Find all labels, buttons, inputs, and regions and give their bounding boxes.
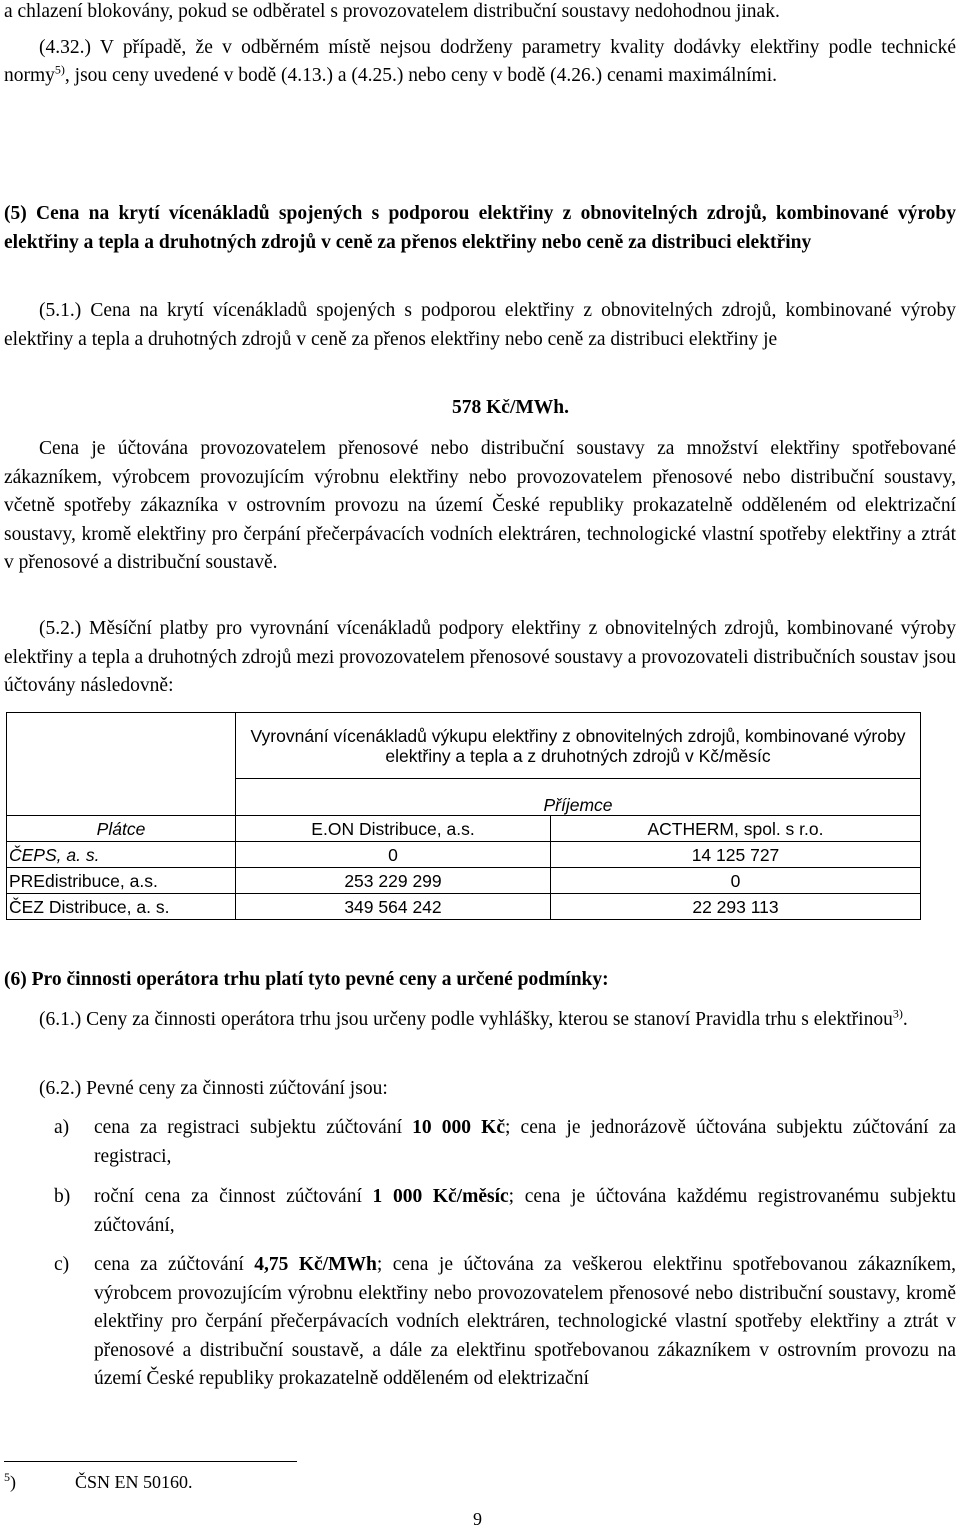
footnote-number-paren: ) (10, 1472, 16, 1492)
section-6-heading: (6) Pro činnosti operátora trhu platí tyto pevné ceny a určené podmínky: (4, 969, 609, 990)
paragraph-cena-uctovani: Cena je účtována provozovatelem přenosové nebo distribuční soustavy za množství elektřiny spotřebované zákazníkem, výrobcem provozujícím výrobnu elektřiny nebo provozovatelem přenosové nebo distribuční soustavy, včetně spotřeby zákazníka v ostrovním provozu na území České republiky prokazatelně odděleném od elektrizační soustavy, kromě elektřiny pro čerpání přečerpávacích vodních elektráren, technologické vlastní spotřeby elektřiny a ztrát v přenosové a distribuční soustavě. (4, 438, 956, 573)
list-item-price: 4,75 Kč/MWh (254, 1254, 377, 1275)
list-item-text-a: cena za zúčtování (94, 1254, 255, 1275)
list-item-price: 10 000 Kč (412, 1117, 505, 1138)
paragraph-4-32-text-a: (4.32.) V případě, že v odběrném místě nejsou dodrženy parametry kvality dodávky elektřiny podle technické normy (4, 36, 956, 86)
table-empty-corner (7, 713, 236, 816)
list-item-price: 1 000 Kč/měsíc (372, 1186, 509, 1207)
list-item (4, 1114, 956, 1171)
list-item-text-a: cena za registraci subjektu zúčtování (94, 1117, 413, 1138)
table-row (7, 842, 921, 868)
list-item (4, 1251, 956, 1394)
list-marker: a) (54, 1117, 70, 1138)
section-5-heading: (5) Cena na krytí vícenákladů spojených s podporou elektřiny z obnovitelných zdrojů, kombinované výroby elektřiny a tepla a druhotných zdrojů v ceně za přenos elektřiny nebo ceně za distribuci elektřiny (4, 203, 956, 253)
list-item-text-b: ; cena je účtována za veškerou elektřinu spotřebovanou zákazníkem, výrobcem provozujícím výrobnu elektřiny nebo provozovatelem přenosové nebo distribuční soustavy, kromě elektřiny pro čerpání přečerpávacích vodních elektráren, technologické vlastní spotřeby elektřiny a ztrát v přenosové a distribuční soustavě, a dále za elektřinu spotřebovanou zákazníkem v ostrovním provozu na území České republiky prokazatelně odděleném od elektrizační (94, 1254, 956, 1389)
footnote-number-sup: 5 (4, 1470, 10, 1484)
table-value-cell: 349 564 242 (236, 894, 551, 920)
table-payer-cell: ČEPS, a. s. (7, 842, 236, 868)
table-recipient-label: Příjemce (236, 779, 921, 816)
list-item-text (94, 1183, 956, 1240)
paragraph-4-32-text-b: , jsou ceny uvedené v bodě (4.13.) a (4.25.) nebo ceny v bodě (4.26.) cenami maximálními. (64, 65, 778, 86)
table-value-cell: 14 125 727 (551, 842, 921, 868)
list-marker: c) (54, 1254, 70, 1275)
table-value-cell: 0 (551, 868, 921, 894)
paragraph-6-1 (4, 1006, 956, 1035)
table-value-cell: 0 (236, 842, 551, 868)
paragraph-6-1-text-b: . (902, 1009, 908, 1030)
table-value-cell: 22 293 113 (551, 894, 921, 920)
payments-table (6, 712, 921, 920)
continuation-paragraph: a chlazení blokovány, pokud se odběratel s provozovatelem distribuční soustavy nedohodnou jinak. (4, 1, 780, 22)
list-item-text (94, 1251, 956, 1394)
footnote-number (4, 1468, 16, 1497)
list-item-text-b: ; cena je jednorázově účtována subjektu zúčtování za registraci, (94, 1117, 957, 1167)
table-payer-cell: ČEZ Distribuce, a. s. (7, 894, 236, 920)
table-col-header: E.ON Distribuce, a.s. (236, 816, 551, 842)
top-block (4, 0, 956, 91)
paragraph-5-1: (5.1.) Cena na krytí vícenákladů spojených s podporou elektřiny z obnovitelných zdrojů, kombinované výroby elektřiny a tepla a druhotných zdrojů v ceně za přenos elektřiny nebo ceně za distribuci elektřiny je (4, 300, 956, 350)
list-marker: b) (54, 1186, 71, 1207)
footnote-separator (4, 1461, 297, 1462)
table-row (7, 894, 921, 920)
footnote-ref-5: 5) (54, 62, 65, 77)
table-row (7, 868, 921, 894)
table-header: Vyrovnání vícenákladů výkupu elektřiny z obnovitelných zdrojů, kombinované výroby elektřiny a tepla a z druhotných zdrojů v Kč/měsíc (236, 713, 921, 779)
list-item-text-b: ; cena je účtována každému registrovanému subjektu zúčtování, (94, 1186, 956, 1236)
paragraph-6-2: (6.2.) Pevné ceny za činnosti zúčtování jsou: (39, 1078, 388, 1099)
table-payer-cell: PREdistribuce, a.s. (7, 868, 236, 894)
paragraph-5-2: (5.2.) Měsíční platby pro vyrovnání vícenákladů podpory elektřiny z obnovitelných zdrojů, kombinované výroby elektřiny a tepla a druhotných zdrojů mezi provozovatelem přenosové soustavy a provozovateli distribučních soustav jsou účtovány následovně: (4, 618, 956, 696)
paragraph-4-32 (4, 34, 956, 91)
page-number: 9 (473, 1509, 482, 1529)
footnote-ref-3: 3) (892, 1006, 903, 1021)
paragraph-6-1-text-a: (6.1.) Ceny za činnosti operátora trhu jsou určeny podle vyhlášky, kterou se stanoví Pravidla trhu s elektřinou (39, 1009, 893, 1030)
table-col-header: ACTHERM, spol. s r.o. (551, 816, 921, 842)
price-value: 578 Kč/MWh. (452, 397, 569, 418)
table-value-cell: 253 229 299 (236, 868, 551, 894)
footnote-text: ČSN EN 50160. (75, 1472, 193, 1492)
list-item (4, 1183, 956, 1240)
list-item-text-a: roční cena za činnost zúčtování (94, 1186, 373, 1207)
list-item-text (94, 1114, 956, 1171)
table-payer-label: Plátce (7, 816, 236, 842)
